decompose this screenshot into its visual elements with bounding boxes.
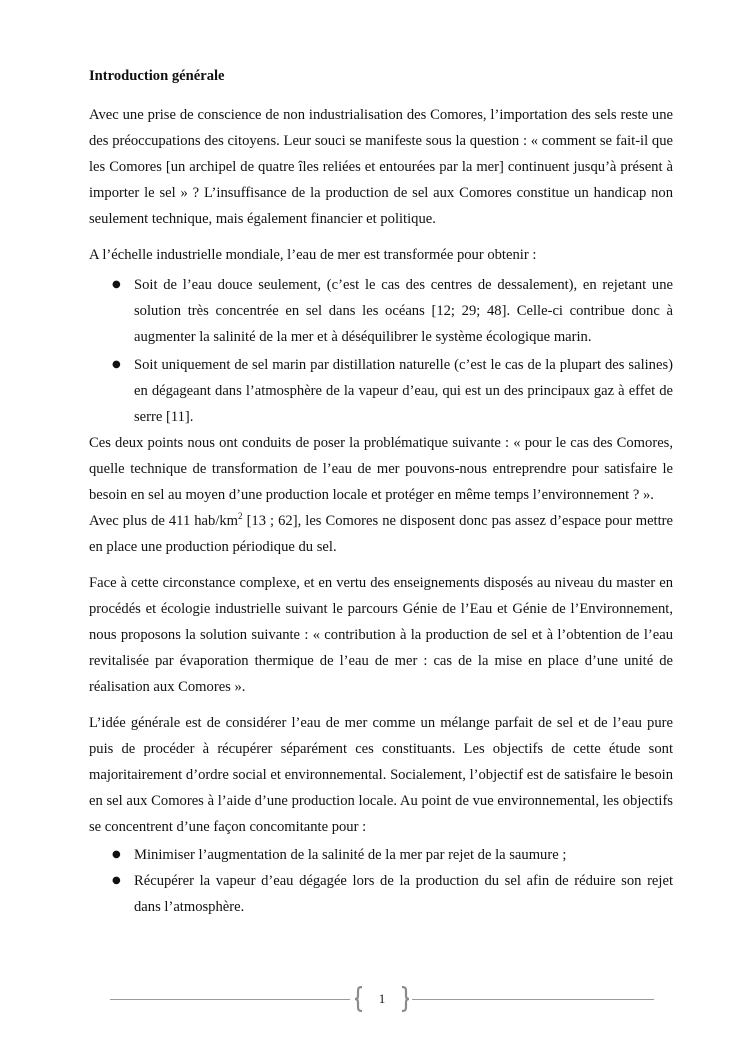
list-item [89,842,673,868]
section-heading: Introduction générale [89,68,225,84]
page-number: 1 [378,991,386,1006]
list-item-text: Minimiser l’augmentation de la salinité de la mer par rejet de la saumure ; [134,847,567,863]
footer-rule-right [412,999,654,1000]
list-item [89,868,673,920]
density-superscript: 2 [238,511,243,522]
paragraph-problem-statement: Ces deux points nous ont conduits de poser la problématique suivante : « pour le cas des Comores, quelle technique de transformation de l’eau de mer pouvons-nous entreprendre pour satisfaire le besoin en sel au moyen d’une production locale et protéger en même temps l’environnement ? ». [89,435,673,503]
paragraph-intro: Avec une prise de conscience de non industrialisation des Comores, l’importation des sels reste une des préoccupations des citoyens. Leur souci se manifeste sous la question : « comment se fait-il que les Comores [un archipel de quatre îles reliées et entourées par la mer] continuent jusqu’à présent à importer le sel » ? L’insuffisance de la production de sel aux Comores constitue un handicap non seulement technique, mais également financier et politique. [89,107,673,227]
left-brace-icon [354,986,364,1012]
footer-rule-left [110,999,350,1000]
paragraph-industrial-scale: A l’échelle industrielle mondiale, l’eau de mer est transformée pour obtenir : [89,247,537,263]
list-item-text: Soit uniquement de sel marin par distillation naturelle (c’est le cas de la plupart des salines) en dégageant dans l’atmosphère de la vapeur d’eau, qui est un des principaux gaz à effet de serre [11]. [134,357,673,425]
paragraph-objectives: L’idée générale est de considérer l’eau de mer comme un mélange parfait de sel et de l’eau pure puis de procéder à récupérer séparément ces constituants. Les objectifs de cette étude sont majoritairement d’ordre social et environnemental. Socialement, l’objectif est de satisfaire le besoin en sel aux Comores à l’aide d’une production locale. Au point de vue environnemental, les objectifs se concentrent d’une façon concomitante pour : [89,715,673,835]
list-item-text: Soit de l’eau douce seulement, (c’est le cas des centres de dessalement), en rejetant une solution très concentrée en sel dans les océans [12; 29; 48]. Celle-ci contribue donc à augmenter la salinité de la mer et à déséquilibrer le système écologique marin. [134,277,673,345]
objectives-list [89,842,673,920]
density-text-end: [13 ; 62], les Comores ne disposent donc pas assez d’espace pour mettre en place une production périodique du sel. [89,513,673,555]
page-footer [110,986,654,1014]
document-page [89,62,673,920]
seawater-products-list [89,272,673,430]
list-item [89,272,673,350]
bullet-icon: ● [112,849,121,860]
bullet-icon: ● [112,875,121,886]
density-text-start: Avec plus de 411 hab/km [89,513,239,529]
paragraph-population-density [89,508,673,560]
bullet-icon: ● [112,359,121,370]
bullet-icon: ● [112,279,121,290]
list-item [89,352,673,430]
right-brace-icon [400,986,410,1012]
paragraph-proposed-solution: Face à cette circonstance complexe, et en vertu des enseignements disposés au niveau du master en procédés et écologie industrielle suivant le parcours Génie de l’Eau et Génie de l’Environnement, nous proposons la solution suivante : « contribution à la production de sel et à l’obtention de l’eau revitalisée par évaporation thermique de l’eau de mer : cas de la mise en place d’une unité de réalisation aux Comores ». [89,575,673,695]
list-item-text: Récupérer la vapeur d’eau dégagée lors de la production du sel afin de réduire son rejet dans l’atmosphère. [134,873,673,915]
